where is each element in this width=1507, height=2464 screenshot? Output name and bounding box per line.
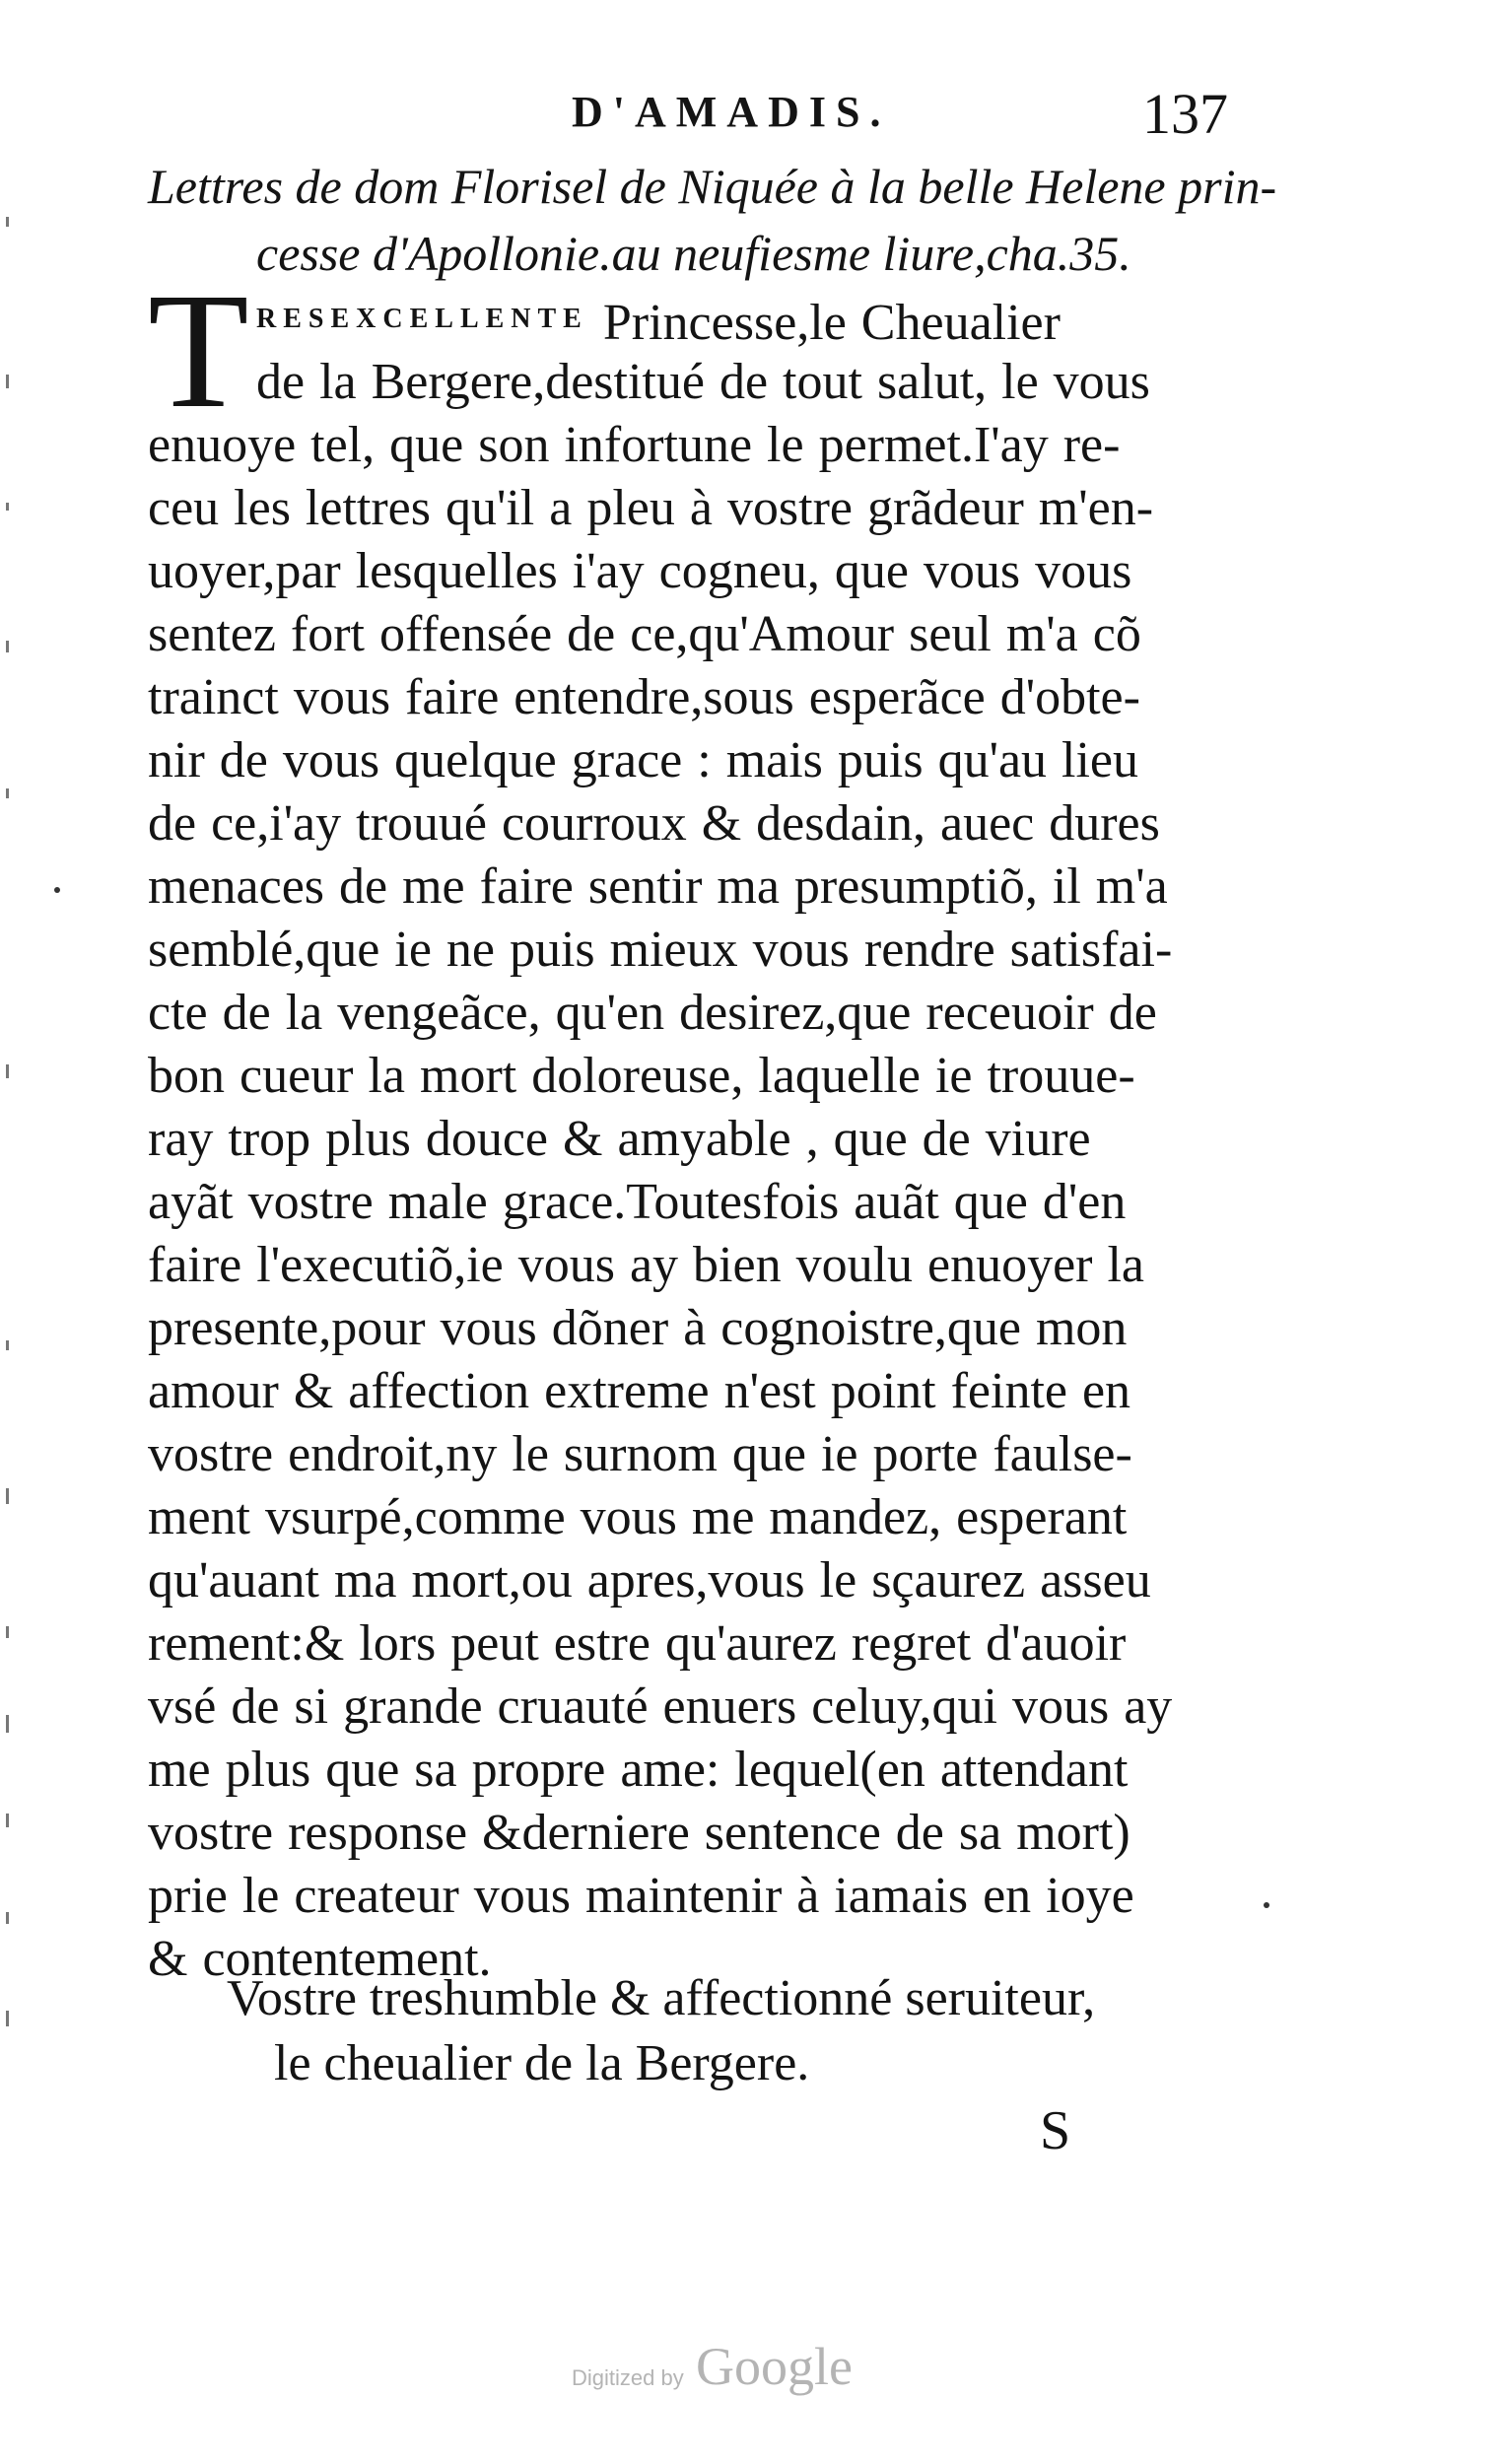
page-number: 137 xyxy=(1142,82,1228,146)
letter-line: amour & affection extreme n'est point feinte en xyxy=(148,1363,1131,1419)
letter-line: semblé,que ie ne puis mieux vous rendre satisfai- xyxy=(148,922,1173,978)
google-logo: Google xyxy=(696,2337,853,2396)
letter-opening-line xyxy=(148,288,1232,351)
drop-cap: T xyxy=(148,259,249,443)
chapter-title xyxy=(148,153,1277,287)
letter-line: rement:& lors peut estre qu'aurez regret d'auoir xyxy=(148,1615,1127,1672)
letter-line: faire l'executiõ,ie vous ay bien voulu enuoyer la xyxy=(148,1237,1145,1293)
letter-body xyxy=(148,259,1232,1991)
letter-line: presente,pour vous dõner à cognoistre,que mon xyxy=(148,1300,1128,1356)
letter-line: qu'auant ma mort,ou apres,vous le sçaurez asseu xyxy=(148,1552,1151,1608)
opening-smallcaps: RESEXCELLENTE xyxy=(256,304,588,334)
stray-ink-dot xyxy=(1264,1902,1269,1908)
letter-line: & contentement. xyxy=(148,1931,492,1987)
letter-signature xyxy=(227,1966,1262,2096)
chapter-title-line-2: cesse d'Apollonie.au neufiesme liure,cha.35. xyxy=(256,226,1131,281)
letter-line: sentez fort offensée de ce,qu'Amour seul m'a cõ xyxy=(148,606,1141,662)
letter-line: trainct vous faire entendre,sous esperãce d'obte- xyxy=(148,669,1140,725)
letter-line: de ce,i'ay trouué courroux & desdain, auec dures xyxy=(148,795,1160,852)
digitized-by-google-watermark xyxy=(572,2336,966,2415)
letter-line: ayãt vostre male grace.Toutesfois auãt que d'en xyxy=(148,1174,1127,1230)
letter-line: vostre endroit,ny le surnom que ie porte faulse- xyxy=(148,1426,1132,1482)
margin-specks xyxy=(0,177,39,2050)
letter-line: enuoye tel, que son infortune le permet.I'ay re- xyxy=(148,417,1121,473)
letter-line: ment vsurpé,comme vous me mandez, esperant xyxy=(148,1489,1128,1545)
stray-ink-dot xyxy=(54,887,60,893)
watermark-prefix: Digitized by xyxy=(572,2365,684,2390)
letter-line: ray trop plus douce & amyable , que de viure xyxy=(148,1111,1091,1167)
chapter-title-line-1: Lettres de dom Florisel de Niquée à la belle Helene prin- xyxy=(148,159,1277,214)
letter-line: nir de vous quelque grace : mais puis qu'au lieu xyxy=(148,732,1139,788)
signature-line-1: Vostre treshumble & affectionné seruiteur, xyxy=(227,1970,1096,2026)
running-head: D'AMADIS. xyxy=(572,88,891,136)
letter-line: uoyer,par lesquelles i'ay cogneu, que vous vous xyxy=(148,543,1132,599)
letter-line: bon cueur la mort doloreuse, laquelle ie trouue- xyxy=(148,1048,1135,1104)
letter-line: vostre response &derniere sentence de sa mort) xyxy=(148,1805,1130,1861)
letter-line: vsé de si grande cruauté enuers celuy,qui vous ay xyxy=(148,1678,1173,1735)
letter-line: me plus que sa propre ame: lequel(en attendant xyxy=(148,1742,1129,1798)
letter-line: cte de la vengeãce, qu'en desirez,que receuoir de xyxy=(148,985,1157,1041)
letter-line: prie le createur vous maintenir à iamais en ioye xyxy=(148,1868,1134,1924)
letter-line: de la Bergere,destitué de tout salut, le vous xyxy=(256,354,1150,410)
letter-line: ceu les lettres qu'il a pleu à vostre grãdeur m'en- xyxy=(148,480,1154,536)
signature-mark: S xyxy=(1040,2100,1071,2161)
signature-line-2: le cheualier de la Bergere. xyxy=(274,2035,810,2091)
page-header xyxy=(552,82,1262,156)
opening-rest: Princesse,le Cheualier xyxy=(587,295,1061,351)
letter-line: menaces de me faire sentir ma presumptiõ, il m'a xyxy=(148,858,1168,915)
